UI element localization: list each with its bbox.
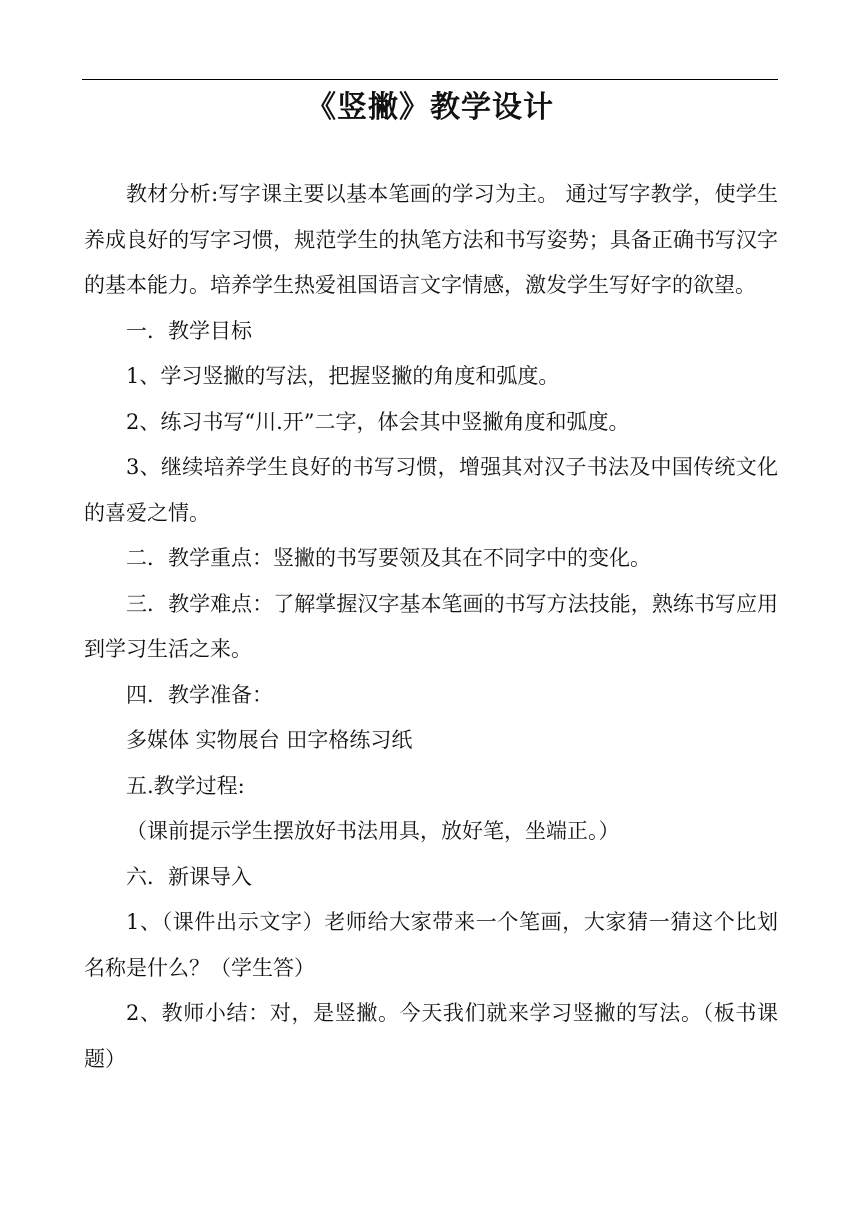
heading-introduction: 六．新课导入: [126, 864, 252, 889]
heading-difficulties: 三．教学难点：了解掌握汉字基本笔画的书写方法技能，熟练书写应用到学习生活之来。: [84, 591, 778, 661]
goal-item-2: 2、练习书写“川.开”二字，体会其中竖撇角度和弧度。: [126, 409, 630, 434]
document-title: 《竖撇》教学设计: [306, 90, 554, 125]
heading-process: 五.教学过程:: [126, 773, 245, 798]
heading-key-points: 二．教学重点：竖撇的书写要领及其在不同字中的变化。: [126, 546, 651, 570]
header-rule: [82, 79, 778, 80]
heading-preparation: 四．教学准备：: [126, 682, 273, 707]
heading-teaching-goals: 一．教学目标: [126, 318, 252, 343]
process-note: （课前提示学生摆放好书法用具，放好笔，坐端正。）: [126, 819, 620, 843]
preparation-items: 多媒体 实物展台 田字格练习纸: [126, 728, 413, 752]
paragraph-material-analysis: 教材分析:写字课主要以基本笔画的学习为主。 通过写字教学，使学生养成良好的写字习惯，规范学生的执笔方法和书写姿势；具备正确书写汉字的基本能力。培养学生热爱祖国语言文字情感，激发学生写好字的欲望。: [84, 182, 778, 297]
introduction-step-1: 1、（课件出示文字）老师给大家带来一个笔画，大家猜一猜这个比划名称是什么？（学生答）: [84, 910, 778, 980]
goal-item-1: 1、学习竖撇的写法，把握竖撇的角度和弧度。: [126, 364, 560, 388]
introduction-step-2: 2、教师小结：对，是竖撇。今天我们就来学习竖撇的写法。（板书课题）: [84, 1001, 778, 1071]
document-body: [84, 172, 778, 1082]
goal-item-3: 3、继续培养学生良好的书写习惯，增强其对汉子书法及中国传统文化的喜爱之情。: [84, 455, 778, 525]
